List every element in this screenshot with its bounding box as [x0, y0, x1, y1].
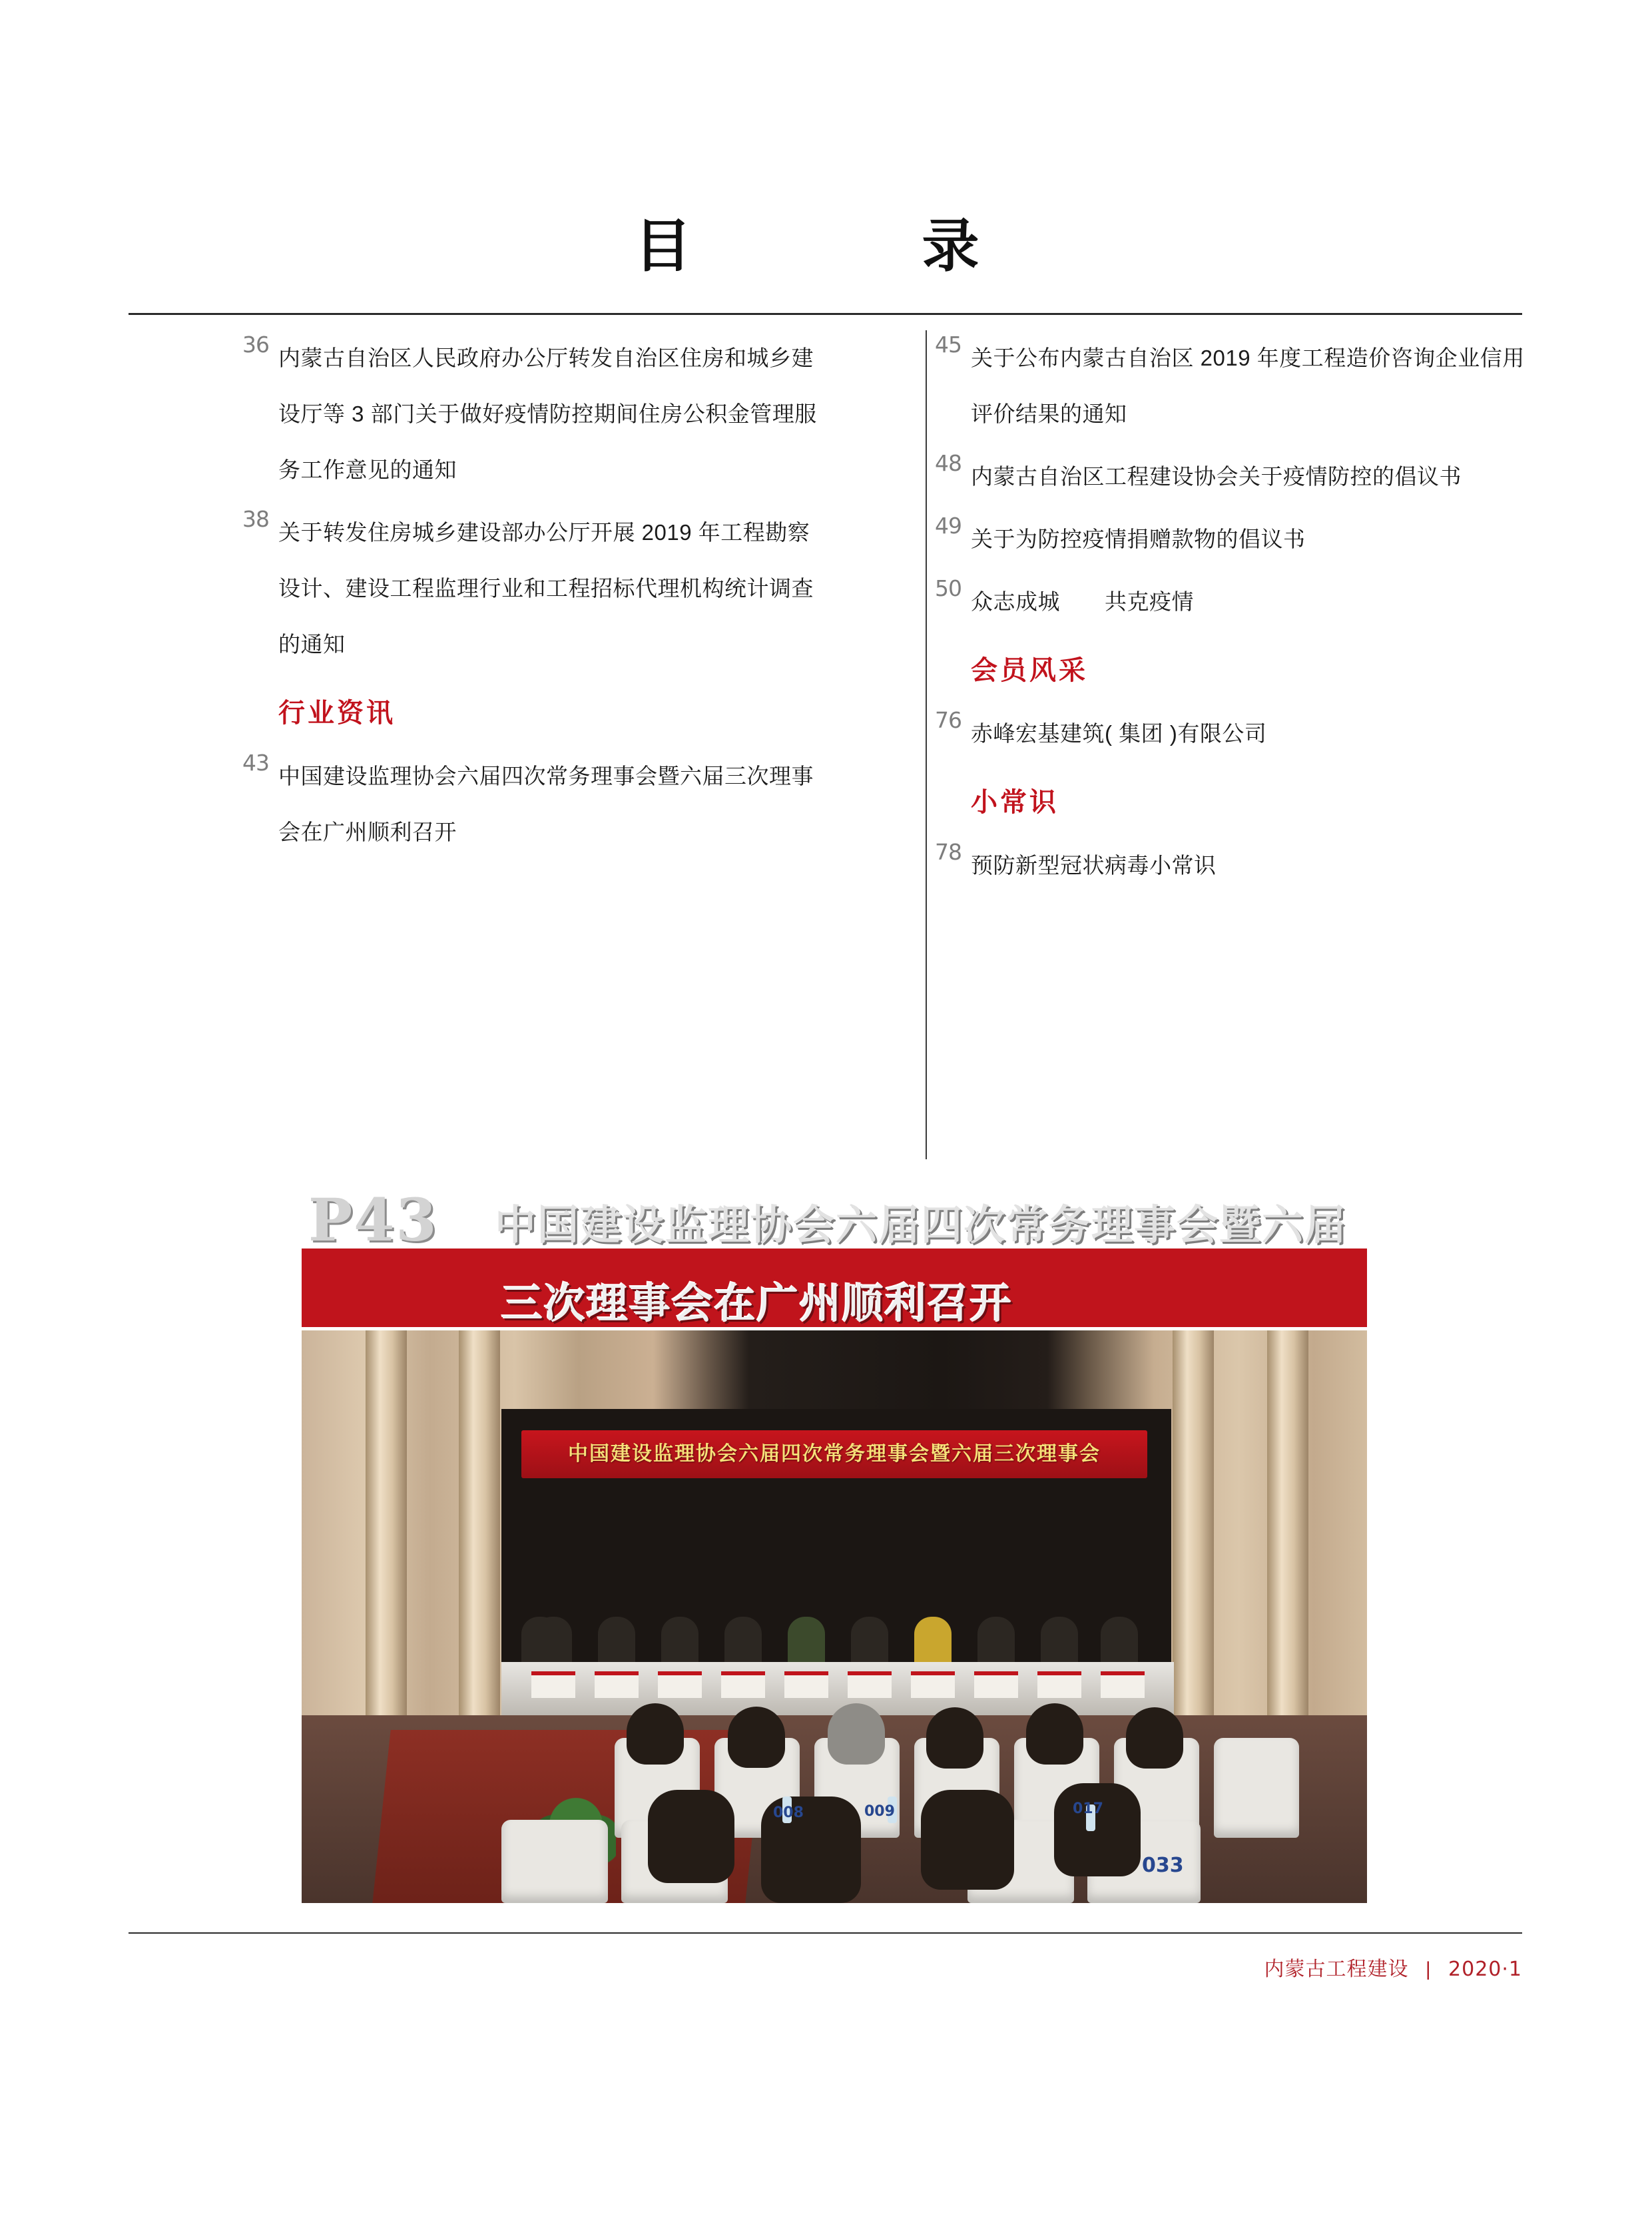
photo-pillar	[366, 1330, 407, 1743]
divider-bottom	[129, 1932, 1522, 1934]
photo-seat-number: 017	[1073, 1800, 1103, 1817]
feature-headline-line2: 三次理事会在广州顺利召开	[501, 1279, 1013, 1328]
toc-entry-title: 众志成城 共克疫情	[971, 589, 1194, 614]
photo-seated-person	[788, 1617, 825, 1666]
photo-name-card	[1037, 1671, 1081, 1698]
footer-issue: 2020·1	[1448, 1958, 1522, 1981]
photo-audience-head	[1126, 1707, 1183, 1769]
photo-audience-head	[648, 1790, 734, 1883]
toc-section-heading: 小常识	[971, 788, 1059, 817]
photo-stage-banner	[521, 1430, 1147, 1478]
toc-entry[interactable]	[935, 511, 1543, 567]
photo-name-card	[1101, 1671, 1145, 1698]
toc-page-number: 48	[935, 450, 962, 476]
photo-seat-number: 033	[1142, 1854, 1184, 1877]
photo-name-card	[784, 1671, 828, 1698]
feature-headline-group	[302, 1185, 1367, 1338]
photo-audience-head	[926, 1707, 983, 1769]
toc-section-heading: 会员风采	[971, 656, 1088, 685]
toc-entry-title: 预防新型冠状病毒小常识	[971, 853, 1217, 878]
photo-seated-person	[1101, 1617, 1138, 1666]
photo-seated-person	[1041, 1617, 1078, 1666]
toc-entry[interactable]	[935, 330, 1543, 442]
footer-separator: |	[1425, 1958, 1432, 1980]
feature-photo	[302, 1330, 1367, 1903]
photo-pillar	[459, 1330, 500, 1743]
toc-entry[interactable]	[935, 838, 1543, 894]
photo-pillar	[1267, 1330, 1308, 1743]
toc-entry-title: 关于为防控疫情捐赠款物的倡议书	[971, 527, 1306, 551]
toc-entry[interactable]	[242, 505, 818, 673]
feature-headline-line1: 中国建设监理协会六届四次常务理事会暨六届	[495, 1201, 1348, 1249]
photo-seat-number: 009	[864, 1803, 895, 1820]
photo-seated-person	[521, 1617, 559, 1666]
page-footer	[129, 1952, 1522, 1982]
toc-page-number: 38	[242, 506, 269, 532]
photo-audience-head	[627, 1703, 684, 1765]
toc-page-number: 45	[935, 332, 962, 358]
toc-page-number: 36	[242, 332, 269, 358]
photo-name-card	[974, 1671, 1018, 1698]
photo-seated-person	[724, 1617, 762, 1666]
toc-entry[interactable]	[242, 748, 818, 860]
photo-audience-head	[1026, 1703, 1083, 1765]
toc-right-column	[935, 330, 1543, 900]
toc-entry-title: 赤峰宏基建筑( 集团 )有限公司	[971, 721, 1267, 746]
toc-left-column	[242, 330, 818, 867]
toc-columns	[129, 330, 1525, 1169]
photo-audience-head	[728, 1707, 785, 1768]
photo-seated-person	[851, 1617, 888, 1666]
toc-page-number: 50	[935, 575, 962, 601]
photo-name-card	[721, 1671, 765, 1698]
photo-head-table-row	[521, 1617, 1154, 1666]
toc-entry-title: 内蒙古自治区人民政府办公厅转发自治区住房和城乡建设厅等 3 部门关于做好疫情防控期间住房公积金管理服务工作意见的通知	[278, 346, 817, 482]
toc-entry[interactable]	[935, 449, 1543, 505]
toc-page-number: 76	[935, 707, 962, 733]
photo-audience-head	[828, 1703, 885, 1765]
page-title: 目 录	[634, 212, 1018, 280]
toc-entry-title: 内蒙古自治区工程建设协会关于疫情防控的倡议书	[971, 464, 1462, 489]
photo-stage-banner-text: 中国建设监理协会六届四次常务理事会暨六届三次理事会	[568, 1442, 1101, 1466]
feature-block	[302, 1169, 1367, 1908]
photo-pillar	[1173, 1330, 1214, 1743]
photo-seated-person	[661, 1617, 698, 1666]
photo-audience-head	[1054, 1783, 1141, 1876]
photo-seated-person	[914, 1617, 952, 1666]
toc-entry[interactable]	[935, 574, 1543, 630]
photo-seat-number: 008	[773, 1804, 804, 1821]
photo-audience-head	[921, 1790, 1014, 1890]
footer-publication: 内蒙古工程建设	[1264, 1958, 1409, 1980]
toc-page-number: 78	[935, 839, 962, 865]
photo-seated-person	[598, 1617, 635, 1666]
photo-name-card	[595, 1671, 639, 1698]
photo-audience-chair	[1214, 1738, 1299, 1838]
divider-top	[129, 313, 1522, 315]
toc-page-number: 43	[242, 750, 269, 776]
toc-page-number: 49	[935, 513, 962, 539]
photo-audience-chair	[501, 1820, 608, 1903]
photo-name-card	[848, 1671, 892, 1698]
photo-name-card	[911, 1671, 955, 1698]
photo-name-card	[531, 1671, 575, 1698]
toc-entry[interactable]	[242, 330, 818, 498]
toc-section-heading: 行业资讯	[278, 698, 396, 728]
toc-entry[interactable]	[935, 706, 1543, 762]
photo-seated-person	[977, 1617, 1015, 1666]
feature-page-marker: P43	[308, 1185, 438, 1254]
photo-name-card	[658, 1671, 702, 1698]
toc-entry-title: 关于转发住房城乡建设部办公厅开展 2019 年工程勘察设计、建设工程监理行业和工程招标代理机构统计调查的通知	[278, 520, 814, 657]
toc-entry-title: 关于公布内蒙古自治区 2019 年度工程造价咨询企业信用评价结果的通知	[971, 346, 1525, 426]
toc-entry-title: 中国建设监理协会六届四次常务理事会暨六届三次理事会在广州顺利召开	[278, 764, 814, 844]
